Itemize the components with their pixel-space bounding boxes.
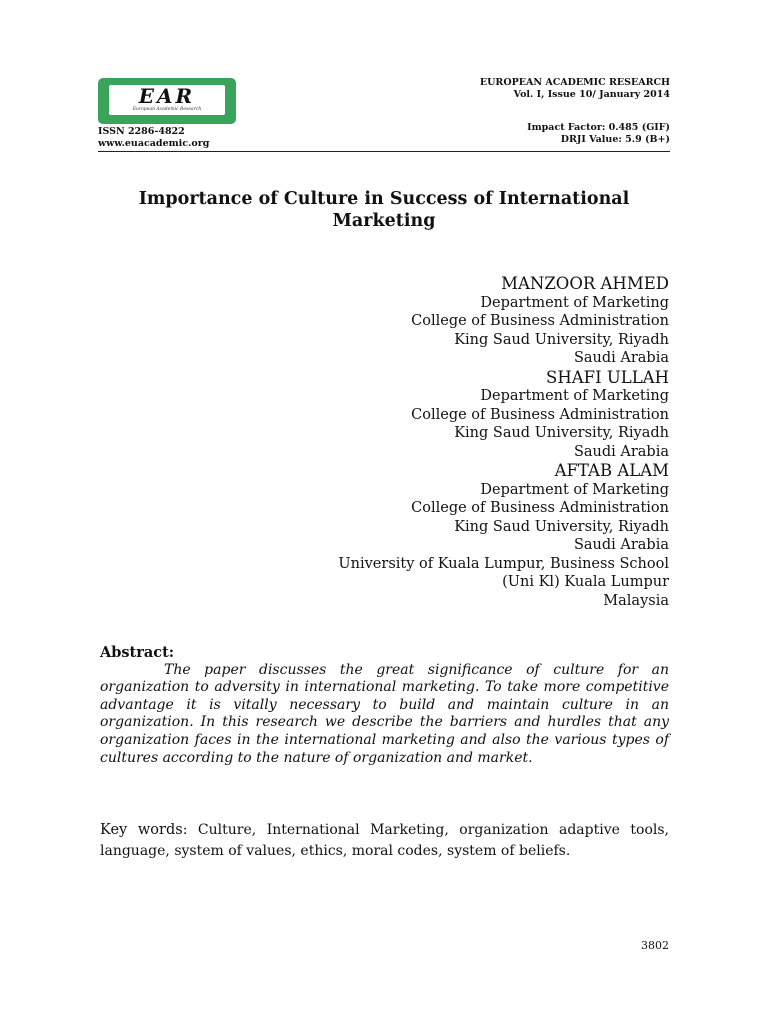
affiliation-line: Department of Marketing xyxy=(480,481,669,498)
logo-badge xyxy=(109,85,225,115)
affiliation-line: King Saud University, Riyadh xyxy=(454,425,669,441)
author-block xyxy=(338,274,669,610)
journal-header xyxy=(480,77,670,101)
website: www.euacademic.org xyxy=(98,138,210,149)
abstract-text: The paper discusses the great significance of culture for an organization to adversity in international marketing. To take more competitive advantage it is vitally necessary to build and maintain culture in an organization. In this research we describe the barriers and hurdles that any organization faces in the international marketing and also the various types of cultures according to the nature of organization and market. xyxy=(100,661,669,766)
issn-block xyxy=(98,126,209,150)
journal-name: EUROPEAN ACADEMIC RESEARCH xyxy=(479,77,670,88)
affiliation-line: King Saud University, Riyadh xyxy=(454,331,669,348)
affiliation-line: Saudi Arabia xyxy=(573,537,669,553)
journal-logo xyxy=(98,78,236,124)
affiliation-line: University of Kuala Lumpur, Business School xyxy=(338,555,669,572)
affiliation-line: College of Business Administration xyxy=(411,313,669,329)
author-name: SHAFI ULLAH xyxy=(546,367,669,387)
logo-subtitle: European Academic Research xyxy=(132,107,202,112)
keywords-section xyxy=(100,820,669,862)
affiliation-line: Saudi Arabia xyxy=(573,350,669,366)
affiliation-line: Department of Marketing xyxy=(480,294,669,311)
author-name: AFTAB ALAM xyxy=(554,461,669,480)
author-name: MANZOOR AHMED xyxy=(501,274,669,293)
journal-metrics xyxy=(527,122,670,146)
affiliation-line: Saudi Arabia xyxy=(573,443,669,460)
issn: ISSN 2286-4822 xyxy=(98,126,185,137)
keywords-text: : Culture, International Marketing, organization adaptive tools, language, system of values, ethics, moral codes, system of beliefs. xyxy=(100,822,669,859)
header-divider xyxy=(98,151,670,152)
affiliation-line: Department of Marketing xyxy=(480,388,669,404)
keywords-label: Key words xyxy=(100,822,183,838)
paper-title: Importance of Culture in Success of International Marketing xyxy=(138,189,630,231)
affiliation-line: (Uni Kl) Kuala Lumpur xyxy=(502,574,669,590)
abstract-section xyxy=(100,644,669,767)
abstract-heading: Abstract: xyxy=(100,644,175,661)
impact-factor: Impact Factor: 0.485 (GIF) xyxy=(527,122,670,133)
drji-value: DRJI Value: 5.9 (B+) xyxy=(560,134,670,145)
affiliation-line: Malaysia xyxy=(603,592,669,609)
affiliation-line: King Saud University, Riyadh xyxy=(454,518,669,535)
affiliation-line: College of Business Administration xyxy=(411,500,669,516)
journal-volume: Vol. I, Issue 10/ January 2014 xyxy=(513,89,670,100)
affiliation-line: College of Business Administration xyxy=(411,406,669,423)
logo-mark: EAR xyxy=(138,84,196,108)
page-number: 3802 xyxy=(641,939,669,952)
